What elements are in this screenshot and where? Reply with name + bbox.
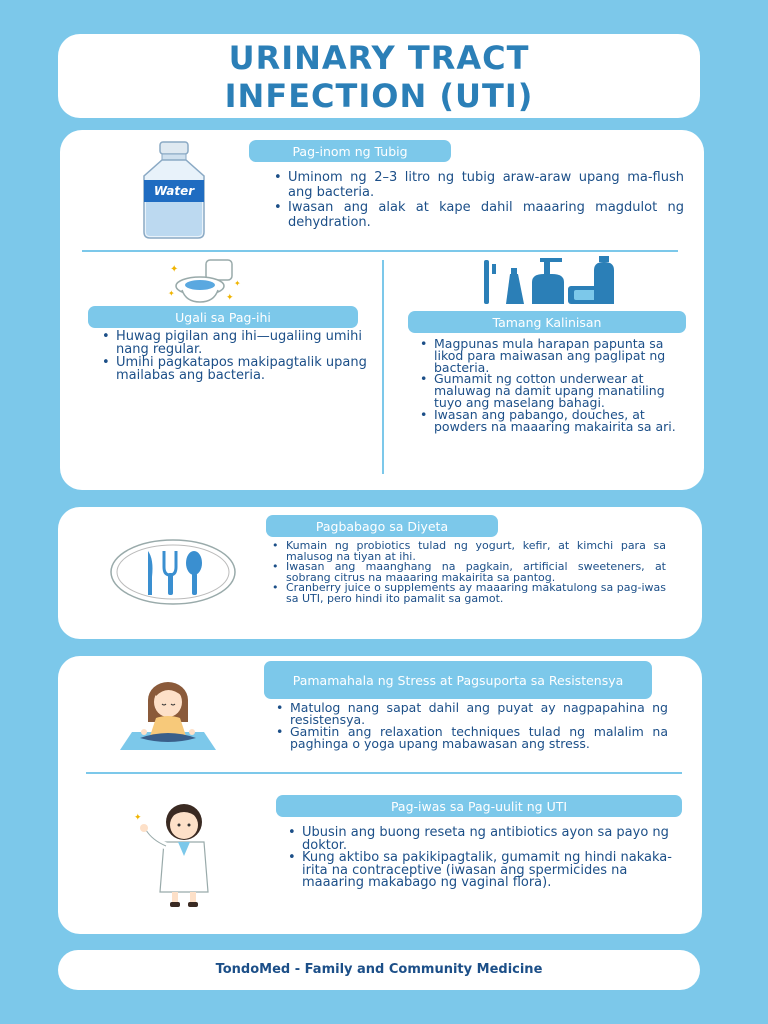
svg-text:✦: ✦ [234, 279, 241, 288]
divider [382, 260, 384, 474]
svg-text:✦: ✦ [168, 289, 175, 298]
diet-heading: Pagbabago sa Diyeta [266, 515, 498, 537]
svg-text:✦: ✦ [170, 264, 179, 275]
plate-cutlery-icon [108, 537, 238, 607]
water-heading: Pag-inom ng Tubig [249, 140, 451, 162]
doctor-icon [134, 800, 224, 910]
diet-card [58, 507, 702, 639]
list-item: • Umihi pagkatapos makipagtalik upang mailabas ang bacteria. [102, 356, 372, 382]
title-line-1: URINARY TRACT [228, 39, 530, 77]
list-item: • Kung aktibo sa pakikipagtalik, gumamit ng hindi nakaka-irita na contraceptive (iwasan ang spermicides na maaaring makabago ng vaginal flora). [288, 852, 678, 890]
title-line-2: INFECTION (UTI) [224, 77, 534, 115]
list-item: • Cranberry juice o supplements ay maaaring makatulong sa pag-iwas sa UTI, pero hindi ito pamalit sa gamot. [272, 583, 666, 604]
hygiene-list [420, 338, 690, 432]
meditating-woman-icon [116, 680, 220, 752]
urination-heading: Ugali sa Pag-ihi [88, 306, 358, 328]
svg-text:✦: ✦ [134, 813, 142, 823]
list-item: • Ubusin ang buong reseta ng antibiotics ayon sa payo ng doktor. [288, 827, 678, 852]
stress-list [276, 702, 668, 750]
footer-text: TondoMed - Family and Community Medicine [215, 962, 543, 977]
hydration-hygiene-card [60, 130, 704, 490]
list-item: • Uminom ng 2–3 litro ng tubig araw-araw upang ma-flush ang bacteria. [274, 170, 684, 200]
list-item: • Matulog nang sapat dahil ang puyat ay nagpapahina ng resistensya. [276, 702, 668, 726]
toiletries-icon [480, 254, 626, 308]
diet-list [272, 541, 666, 604]
divider [82, 250, 678, 252]
list-item: • Iwasan ang alak at kape dahil maaaring magdulot ng dehydration. [274, 200, 684, 230]
divider [86, 772, 682, 774]
footer-card [58, 950, 700, 990]
title-card [58, 34, 700, 118]
list-item: • Magpunas mula harapan papunta sa likod para maiwasan ang paglipat ng bacteria. [420, 338, 690, 373]
list-item: • Iwasan ang maanghang na pagkain, artificial sweeteners, at sobrang citrus na maaaring makairita sa pantog. [272, 562, 666, 583]
water-bottle-icon [134, 140, 214, 240]
urination-list [102, 330, 372, 382]
stress-heading: Pamamahala ng Stress at Pagsuporta sa Resistensya [264, 661, 652, 699]
water-bottle-label: Water [153, 184, 195, 198]
list-item: • Kumain ng probiotics tulad ng yogurt, kefir, at kimchi para sa malusog na tiyan at ihi. [272, 541, 666, 562]
water-list [274, 170, 684, 230]
hygiene-heading: Tamang Kalinisan [408, 311, 686, 333]
svg-text:✦: ✦ [226, 293, 234, 303]
list-item: • Gamitin ang relaxation techniques tulad ng malalim na paghinga o yoga upang mabawasan ang stress. [276, 726, 668, 750]
prevention-heading: Pag-iwas sa Pag-uulit ng UTI [276, 795, 682, 817]
list-item: • Gumamit ng cotton underwear at maluwag na damit upang manatiling tuyo ang maselang bahagi. [420, 373, 690, 408]
list-item: • Huwag pigilan ang ihi—ugaliing umihi nang regular. [102, 330, 372, 356]
list-item: • Iwasan ang pabango, douches, at powders na maaaring makairita sa ari. [420, 409, 690, 433]
prevention-list [288, 827, 678, 890]
stress-prevention-card [58, 656, 702, 934]
toilet-icon [164, 256, 244, 306]
page-title [58, 34, 700, 115]
